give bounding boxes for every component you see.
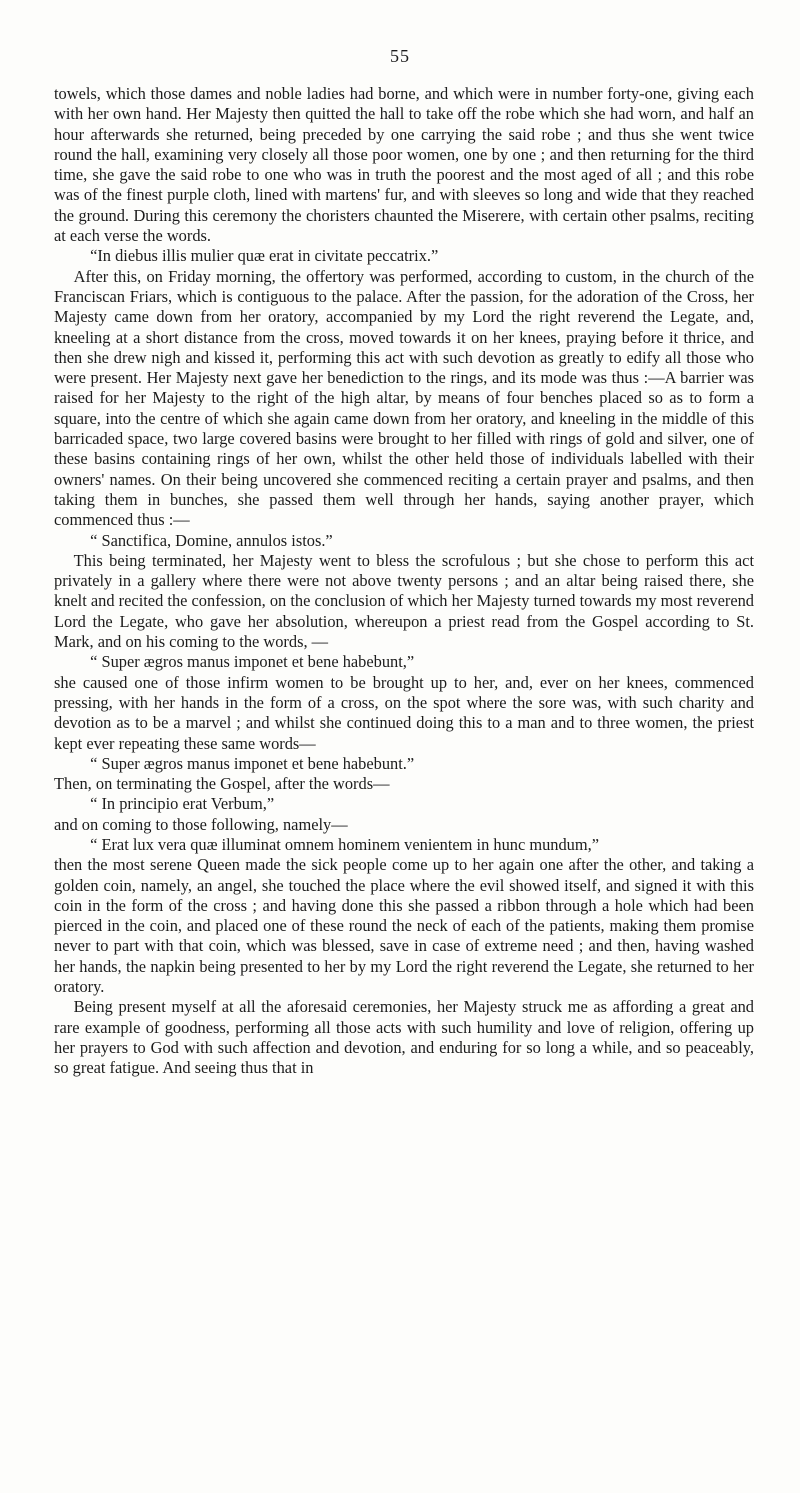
page-body xyxy=(54,84,754,1079)
paragraph-continuation: and on coming to those following, namely— xyxy=(54,814,348,834)
page-number: 55 xyxy=(390,46,410,66)
paragraph-continuation: then the most serene Queen made the sick people come up to her again one after the other, and taking a golden coin, namely, an angel, she touched the place where the evil showed itself, and signed it with this coin in the form of the cross ; and having done this she passed a ribbon through a hole which had been pierced in the coin, and placed one of these round the neck of each of the patients, making them promise never to part with that coin, which was blessed, save in case of extreme need ; and then, having washed her hands, the napkin being presented to her by my Lord the right reverend the Legate, she returned to her oratory. xyxy=(54,855,754,997)
paragraph-continuation: Then, on terminating the Gospel, after the words— xyxy=(54,774,390,794)
latin-quotation: “ Sanctifica, Domine, annulos istos.” xyxy=(90,530,333,550)
latin-quotation: “ Super ægros manus imponet et bene habebunt,” xyxy=(90,652,415,672)
paragraph: After this, on Friday morning, the offertory was performed, according to custom, in the church of the Franciscan Friars, which is contiguous to the palace. After the passion, for the adoration of the Cross, her Majesty came down from her oratory, accompanied by my Lord the right reverend the Legate, and, kneeling at a short distance from the cross, moved towards it on her knees, praying before it thrice, and then she drew nigh and kissed it, performing this act with such devotion as greatly to edify all those who were present. Her Majesty next gave her benediction to the rings, and its mode was thus :—A barrier was raised for her Majesty to the right of the high altar, by means of four benches placed so as to form a square, into the centre of which she again came down from her oratory, and kneeling in the middle of this barricaded space, two large covered basins were brought to her filled with rings of gold and silver, one of these basins containing rings of her own, whilst the other held those of individuals labelled with their owners' names. On their being uncovered she commenced reciting a certain prayer and psalms, and then taking them in bunches, she passed them well through her hands, saying another prayer, which commenced thus :— xyxy=(54,266,754,530)
latin-quotation: “ In principio erat Verbum,” xyxy=(90,794,275,814)
paragraph-continuation: she caused one of those infirm women to be brought up to her, and, ever on her knees, commenced pressing, with her hands in the form of a cross, on the spot where the sore was, with such charity and devotion as to be a marvel ; and whilst she continued doing this to a man and to three women, the priest kept ever repeating these same words— xyxy=(54,672,754,753)
paragraph: towels, which those dames and noble ladies had borne, and which were in number forty-one, giving each with her own hand. Her Majesty then quitted the hall to take off the robe which she had worn, and half an hour afterwards she returned, being preceded by one carrying the said robe ; and thus she went twice round the hall, examining very closely all those poor women, one by one ; and then returning for the third time, she gave the said robe to one who was in truth the poorest and the most aged of all ; and this robe was of the finest purple cloth, lined with martens' fur, and with sleeves so long and wide that they reached the ground. During this ceremony the choristers chaunted the Miserere, with certain other psalms, reciting at each verse the words. xyxy=(54,84,754,246)
latin-quotation: “ Erat lux vera quæ illuminat omnem hominem venientem in hunc mundum,” xyxy=(90,834,599,854)
latin-quotation: “ Super ægros manus imponet et bene habebunt.” xyxy=(90,753,415,773)
paragraph: This being terminated, her Majesty went to bless the scrofulous ; but she chose to perform this act privately in a gallery where there were not above twenty persons ; and an altar being raised there, she knelt and recited the confession, on the conclusion of which her Majesty turned towards my most reverend Lord the Legate, who gave her absolution, whereupon a priest read from the Gospel according to St. Mark, and on his coming to the words, — xyxy=(54,550,754,652)
paragraph: Being present myself at all the aforesaid ceremonies, her Majesty struck me as affording a great and rare example of goodness, performing all those acts with such humility and love of religion, offering up her prayers to God with such affection and devotion, and enduring for so long a while, and so peaceably, so great fatigue. And seeing thus that in xyxy=(54,997,754,1078)
latin-quotation: “In diebus illis mulier quæ erat in civitate peccatrix.” xyxy=(90,246,439,266)
